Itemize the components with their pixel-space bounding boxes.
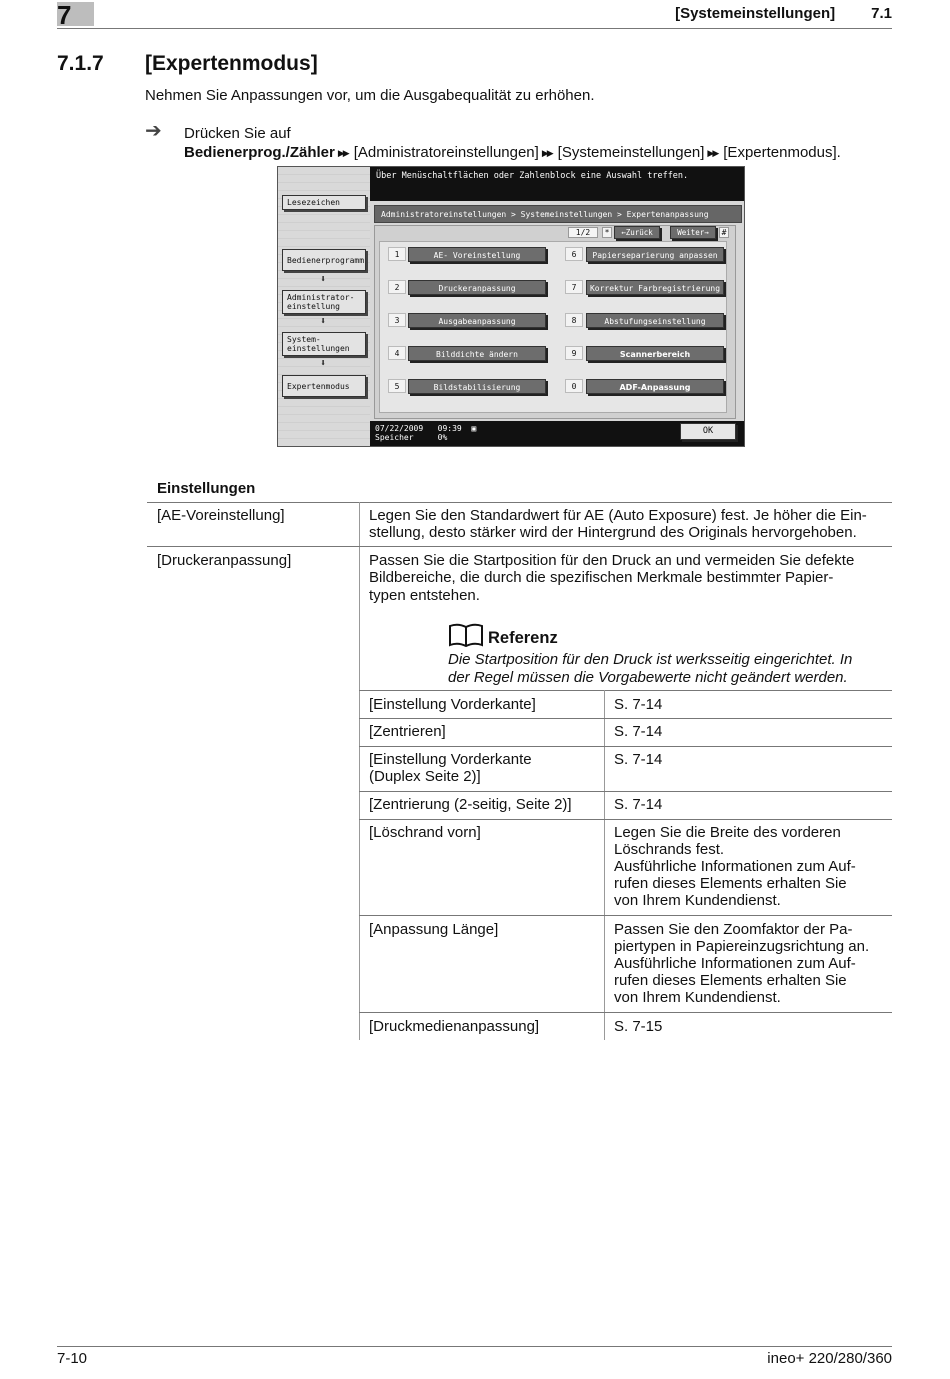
instruction-step2: [Systemeinstellungen] <box>557 144 705 161</box>
sub-row-key: [Löschrand vorn] <box>369 824 481 841</box>
row-printer-key: [Druckeranpassung] <box>157 552 292 569</box>
button-number: 8 <box>565 313 583 327</box>
button-number: 4 <box>388 346 406 360</box>
section-number: 7.1.7 <box>57 52 104 75</box>
sub-row-value-line4: rufen dieses Elements erhalten Sie <box>614 875 847 892</box>
header-rule <box>57 28 892 29</box>
chapter-marker <box>57 0 94 30</box>
row-printer-value-line3: typen entstehen. <box>369 587 480 604</box>
system-settings-button[interactable]: System- einstellungen <box>282 332 366 356</box>
admin-settings-button[interactable]: Administrator- einstellung <box>282 290 366 314</box>
header-section-name: [Systemeinstellungen] <box>675 5 836 22</box>
sub-row-key-line1: [Einstellung Vorderkante <box>369 751 532 768</box>
sub-row-key: [Zentrierung (2-seitig, Seite 2)] <box>369 796 572 813</box>
panel-status-bar <box>370 421 672 447</box>
button-number: 9 <box>565 346 583 360</box>
instruction-prefix: Drücken Sie auf <box>184 125 291 142</box>
subtable-row-rule <box>359 718 892 719</box>
reference-line1: Die Startposition für den Druck ist werksseitig eingerichtet. In <box>448 651 853 668</box>
table-top-rule <box>147 502 892 503</box>
sub-row-value: S. 7-14 <box>614 751 663 768</box>
output-adjust-button[interactable]: Ausgabeanpassung <box>408 313 546 328</box>
instruction-step3: [Expertenmodus]. <box>723 144 841 161</box>
image-density-button[interactable]: Bilddichte ändern <box>408 346 546 361</box>
down-arrow-icon: ⬇ <box>320 274 327 285</box>
instruction-arrow-icon: ➔ <box>145 120 162 142</box>
button-number: 1 <box>388 247 406 261</box>
product-name: ineo+ 220/280/360 <box>767 1350 892 1367</box>
header-section-number: 7.1 <box>871 5 892 22</box>
button-number: 6 <box>565 247 583 261</box>
next-button[interactable]: Weiter→ <box>670 226 716 239</box>
instruction-bold-key: Bedienerprog./Zähler <box>184 144 335 161</box>
ae-preset-button[interactable]: AE- Voreinstellung <box>408 247 546 262</box>
button-number: 5 <box>388 379 406 393</box>
sub-row-value: S. 7-15 <box>614 1018 663 1035</box>
hash-key[interactable]: # <box>719 227 729 238</box>
ok-button[interactable]: OK <box>680 423 736 440</box>
down-arrow-icon: ⬇ <box>320 316 327 327</box>
footer-rule <box>57 1346 892 1347</box>
reference-heading <box>448 623 558 652</box>
paper-separation-button[interactable]: Papierseparierung anpassen <box>586 247 724 262</box>
double-arrow-icon: ▶▶ <box>707 148 718 158</box>
instruction-text <box>184 124 889 163</box>
button-number: 0 <box>565 379 583 393</box>
section-title: [Expertenmodus] <box>145 52 318 75</box>
subtable-row-rule <box>359 791 892 792</box>
sub-row-value-line3: Ausführliche Informationen zum Auf- <box>614 955 856 972</box>
printer-adjust-button[interactable]: Druckeranpassung <box>408 280 546 295</box>
sub-row-key: [Druckmedienanpassung] <box>369 1018 540 1035</box>
double-arrow-icon: ▶▶ <box>337 148 348 158</box>
subtable-row-rule <box>359 1012 892 1013</box>
device-panel-screenshot <box>277 166 745 447</box>
sub-row-value-line5: von Ihrem Kundendienst. <box>614 892 781 909</box>
sub-row-value: S. 7-14 <box>614 696 663 713</box>
button-number: 3 <box>388 313 406 327</box>
running-header <box>675 5 892 22</box>
adf-adjust-button[interactable]: ADF-Anpassung <box>586 379 724 394</box>
reference-text <box>448 651 888 686</box>
user-program-button[interactable]: Bedienerprogramm <box>282 249 366 271</box>
sub-row-key: [Anpassung Länge] <box>369 921 499 938</box>
subtable-top-rule <box>359 690 892 691</box>
row-printer-value-line2: Bildbereiche, die durch die spezifischen Merkmale bestimmter Papier- <box>369 569 834 586</box>
settings-title: Einstellungen <box>157 480 256 497</box>
sub-row-key: [Einstellung Vorderkante] <box>369 696 536 713</box>
sub-row-value-line1: Passen Sie den Zoomfaktor der Pa- <box>614 921 853 938</box>
table-column-divider <box>359 502 360 1040</box>
row-printer-value-line1: Passen Sie die Startposition für den Druck an und vermeiden Sie defekte <box>369 552 855 569</box>
status-memory-label: Speicher <box>375 433 414 442</box>
chapter-number: 7 <box>57 0 72 30</box>
sub-row-value: S. 7-14 <box>614 796 663 813</box>
subtable-row-rule <box>359 746 892 747</box>
row-ae-value-line1: Legen Sie den Standardwert für AE (Auto Exposure) fest. Je höher die Ein- <box>369 507 867 524</box>
section-intro: Nehmen Sie Anpassungen vor, um die Ausgabequalität zu erhöhen. <box>145 87 595 104</box>
subtable-row-rule <box>359 819 892 820</box>
subtable-row-rule <box>359 915 892 916</box>
network-icon: ▣ <box>471 424 477 433</box>
back-button[interactable]: ←Zurück <box>614 226 660 239</box>
image-stabilization-button[interactable]: Bildstabilisierung <box>408 379 546 394</box>
instruction-step1: [Administratoreinstellungen] <box>353 144 539 161</box>
row-ae-value-line2: stellung, desto stärker wird der Hintergrund des Originals hervorgehoben. <box>369 524 857 541</box>
panel-breadcrumb: Administratoreinstellungen > Systemeinstellungen > Expertenanpassung <box>374 205 742 223</box>
sub-row-value-line2: piertypen in Papiereinzugsrichtung an. <box>614 938 870 955</box>
reference-line2: der Regel müssen die Vorgabewerte nicht geändert werden. <box>448 668 848 686</box>
sub-row-value-line3: Ausführliche Informationen zum Auf- <box>614 858 856 875</box>
page-indicator: 1/2 <box>568 227 598 238</box>
row-ae-key: [AE-Voreinstellung] <box>157 507 285 524</box>
gradation-adjust-button[interactable]: Abstufungseinstellung <box>586 313 724 328</box>
sub-row-value-line1: Legen Sie die Breite des vorderen <box>614 824 841 841</box>
sub-row-value: S. 7-14 <box>614 723 663 740</box>
sub-row-value-line2: Löschrands fest. <box>614 841 725 858</box>
down-arrow-icon: ⬇ <box>320 358 327 369</box>
sub-row-key: [Zentrieren] <box>369 723 446 740</box>
button-number: 2 <box>388 280 406 294</box>
scanner-area-button[interactable]: Scannerbereich <box>586 346 724 361</box>
status-date: 07/22/2009 <box>375 424 424 433</box>
button-number: 7 <box>565 280 583 294</box>
color-registration-button[interactable]: Korrektur Farbregistrierung <box>586 280 724 295</box>
reference-title: Referenz <box>488 629 558 647</box>
book-icon <box>448 623 484 652</box>
bookmarks-button[interactable]: Lesezeichen <box>282 195 366 210</box>
panel-message-bar: Über Menüschaltflächen oder Zahlenblock eine Auswahl treffen. <box>370 167 745 201</box>
subtable-column-divider <box>604 690 605 1040</box>
sub-row-key-line2: (Duplex Seite 2)] <box>369 768 481 785</box>
status-memory-percent: 0% <box>437 433 448 442</box>
status-time: 09:39 <box>437 424 462 433</box>
star-key[interactable]: * <box>602 227 612 238</box>
table-row-rule <box>147 546 892 547</box>
page-number: 7-10 <box>57 1350 88 1367</box>
sub-row-value-line4: rufen dieses Elements erhalten Sie <box>614 972 847 989</box>
expert-mode-button[interactable]: Expertenmodus <box>282 375 366 397</box>
sub-row-value-line5: von Ihrem Kundendienst. <box>614 989 781 1006</box>
double-arrow-icon: ▶▶ <box>541 148 552 158</box>
